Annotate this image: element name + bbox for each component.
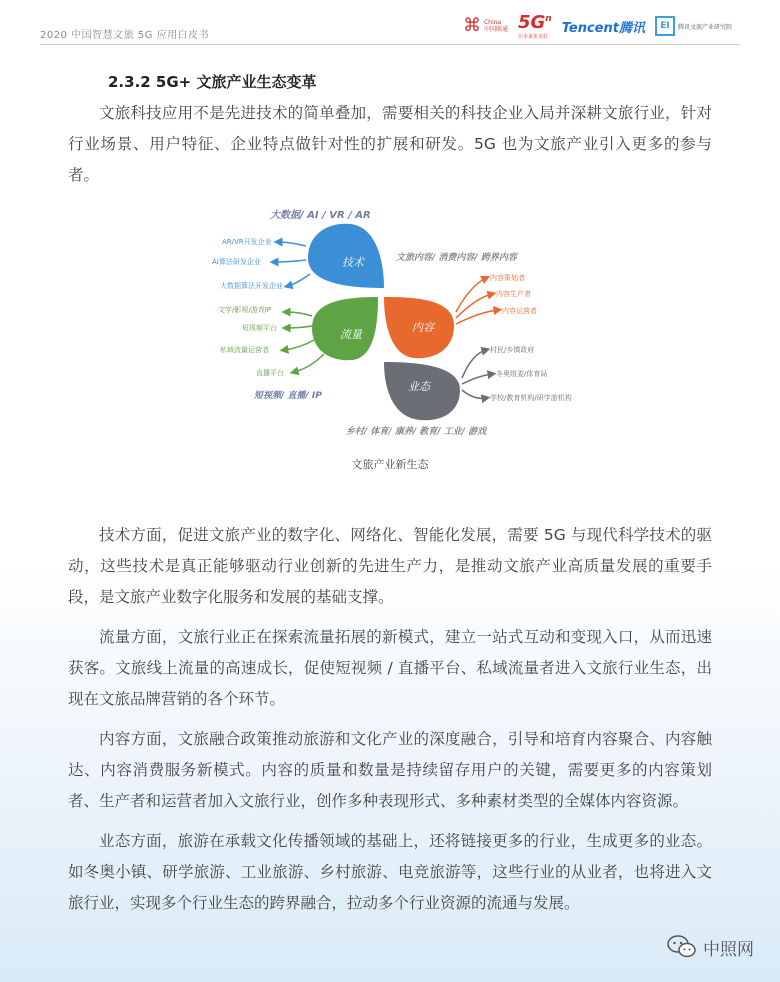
tech-category-label: 大数据/ AI / VR / AR [270, 210, 371, 221]
content-item: 内容运营者 [502, 307, 537, 315]
business-arrow [462, 390, 486, 398]
5g-logo-text: 5G [517, 12, 546, 33]
business-petal-label: 业态 [408, 380, 430, 393]
tech-item: AI算法研发企业 [212, 258, 261, 266]
business-category-label: 乡村/ 体育/ 康养/ 教育/ 工业/ 游戏 [346, 427, 487, 437]
5g-logo-subtitle: 让未来更美好 [517, 34, 548, 40]
watermark [667, 934, 754, 960]
section-title: 2.3.2 5G+ 文旅产业生态变革 [108, 73, 317, 91]
traffic-item: 私域流量运营者 [220, 346, 269, 354]
institute-logo [655, 16, 732, 36]
content-arrow [456, 278, 486, 312]
5g-logo-sup: n [545, 14, 552, 24]
traffic-arrow [284, 340, 314, 350]
traffic-item: 直播平台 [256, 369, 284, 377]
traffic-petal-label: 流量 [340, 328, 362, 341]
content-item: 内容策划者 [490, 274, 525, 282]
traffic-item: 短视频平台 [242, 324, 277, 332]
tech-item: AR/VR开发企业 [222, 238, 272, 246]
content-arrow [456, 294, 492, 318]
tech-arrow [278, 242, 306, 246]
tech-petal-label: 技术 [342, 256, 364, 269]
tencent-logo [562, 17, 645, 36]
tencent-logo-text: Tencent [561, 20, 619, 36]
traffic-category-label: 短视频/ 直播/ IP [254, 391, 322, 401]
institute-name: 腾讯文旅产业研究院 [677, 23, 732, 31]
content-petal-label: 内容 [412, 321, 434, 334]
traffic-item: 文学/影视/游戏IP [218, 306, 272, 314]
tech-item: 大数据算法开发企业 [220, 282, 283, 290]
logo-bar [463, 12, 732, 40]
header-divider [40, 44, 740, 45]
5g-logo [518, 12, 552, 40]
business-arrow [462, 350, 486, 378]
china-unicom-logo [463, 17, 508, 35]
business-item: 村民/乡镇政府 [490, 346, 535, 354]
body-paragraph: 内容方面，文旅融合政策推动旅游和文化产业的深度融合，引导和培育内容聚合、内容触达、内容消费服务新模式。内容的质量和数量是持续留存用户的关键，需要更多的内容策划者、生产者和运营者加入文旅行业，创作多种表现形式、多种素材类型的全媒体内容资源。 [68, 730, 712, 810]
content-category-label: 文旅内容/ 消费内容/ 跨界内容 [396, 253, 517, 263]
traffic-arrow [286, 312, 312, 316]
page-header [0, 0, 780, 46]
body-paragraph: 业态方面，旅游在承载文化传播领域的基础上，还将链接更多的行业，生成更多的业态。如冬奥小镇、研学旅游、工业旅游、乡村旅游、电竞旅游等，这些行业的从业者，也将进入文旅行业，实现多个行业生态的跨界融合，拉动多个行业资源的流通与发展。 [68, 832, 712, 912]
wechat-icon [667, 934, 697, 960]
document-title: 2020 中国智慧文旅 5G 应用白皮书 [40, 30, 210, 41]
business-item: 学校/教育机构/研学游机构 [490, 394, 572, 402]
traffic-arrow [286, 326, 312, 328]
business-arrow [462, 374, 492, 384]
intro-paragraph: 文旅科技应用不是先进技术的简单叠加，需要相关的科技企业入局并深耕文旅行业，针对行业场景、用户特征、企业特点做针对性的扩展和研发。5G 也为文旅产业引入更多的参与者。 [68, 104, 712, 184]
body-paragraph: 技术方面，促进文旅产业的数字化、网络化、智能化发展，需要 5G 与现代科学技术的驱动，这些技术是真正能够驱动行业创新的先进生产力，是推动文旅产业高质量发展的重要手段，是文旅产业数字化服务和发展的基础支撑。 [68, 526, 712, 606]
diagram-caption: 文旅产业新生态 [351, 458, 429, 471]
unicom-knot-icon: ⌘ [462, 15, 481, 36]
tech-arrow [288, 274, 310, 286]
unicom-logo-text-bottom: 中国联通 [483, 26, 508, 33]
traffic-arrow [294, 354, 324, 372]
tech-arrow [274, 260, 306, 262]
institute-box-icon: EI [655, 16, 675, 36]
business-item: 冬奥组委/体育局 [496, 370, 548, 378]
ecosystem-diagram [200, 200, 600, 440]
tencent-logo-cn: 腾讯 [618, 20, 645, 36]
unicom-logo-text-top: China [483, 19, 502, 26]
body-paragraph: 流量方面，文旅行业正在探索流量拓展的新模式，建立一站式互动和变现入口，从而迅速获客。文旅线上流量的高速成长，促使短视频 / 直播平台、私域流量者进入文旅行业生态，出现在文旅品牌营销的各个环节。 [68, 628, 712, 708]
watermark-text: 中照网 [703, 939, 754, 960]
content-item: 内容生产者 [496, 290, 531, 298]
